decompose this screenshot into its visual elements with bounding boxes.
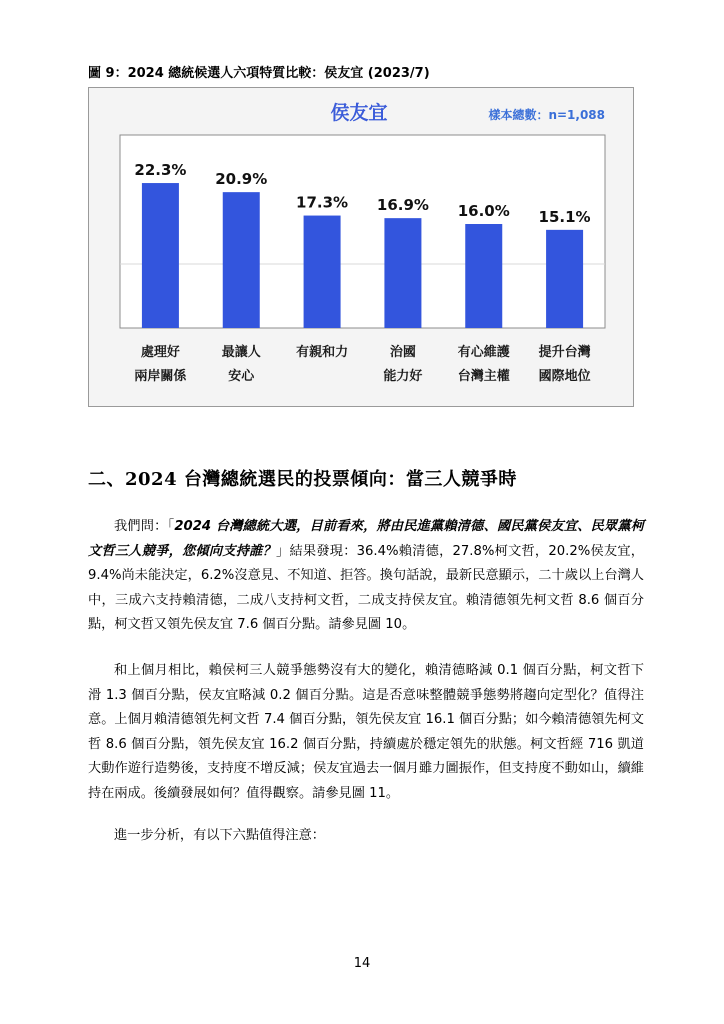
paragraph-1-intro: 我們問：「 [114,519,175,534]
bar-chart [88,87,634,407]
page-number: 14 [353,956,371,971]
paragraph-2: 和上個月相比，賴侯柯三人競爭態勢沒有大的變化，賴清德略減 0.1 個百分點，柯文哲下滑 1.3 個百分點，侯友宜略減 0.2 個百分點。這是否意味整體競爭態勢將趨向定型化？值得注意。上個月賴清德領先柯文哲 7.4 個百分點，領先侯友宜 16.1 個百分點；如今賴清德領先柯文哲 8.6 個百分點，領先侯友宜 16.2 個百分點，持續處於穩定領先的狀態。柯文哲經 716 凱道大動作遊行造勢後，支持度不增反減；侯友宜過去一個月雖力圖振作，但支持度不動如山，續維持在兩成。後續發展如何？值得觀察。請參見圖 11。 [88,663,644,801]
category-label: 提升台灣 國際地位 [538,345,591,384]
figure-caption: 圖 9：2024 總統候選人六項特質比較：侯友宜 (2023/7) [88,66,430,81]
paragraph-1-rest: 」結果發現：36.4%賴清德，27.8%柯文哲，20.2%侯友宜，9.4%尚未能決定，6.2%沒意見、不知道、拒答。換句話說，最新民意顯示，二十歲以上台灣人中，三成六支持賴清德，二成八支持柯文哲，二成支持侯友宜。賴清德領先柯文哲 8.6 個百分點，柯文哲又領先侯友宜 7.6 個百分點。請參見圖 10。 [88,543,644,633]
survey-question: 2024 台灣總統大選，目前看來，將由民進黨賴清德、國民黨侯友宜、民眾黨柯文哲三人競爭，您傾向支持誰？ [88,519,645,559]
paragraph-3: 進一步分析，有以下六點值得注意： [114,828,325,843]
section-heading: 二、2024 台灣總統選民的投票傾向：當三人競爭時 [88,469,517,490]
paragraph-1 [88,515,644,638]
bar [142,183,179,328]
bar-value-label: 16.9% [376,196,429,215]
sample-size-note: 樣本總數：n=1,088 [488,108,605,122]
bar-value-label: 15.1% [538,207,591,226]
category-label: 最讓人 安心 [221,345,261,384]
category-label: 治國 能力好 [383,345,423,384]
bar [384,218,421,328]
category-label: 處理好 兩岸關係 [134,345,187,384]
bar [223,192,260,328]
bar [304,216,341,328]
bar [546,230,583,328]
bar-value-label: 17.3% [296,193,349,212]
category-label: 有心維護 台灣主權 [457,345,510,384]
category-label: 有親和力 [296,345,349,360]
plot-area [120,135,605,328]
bar-value-label: 22.3% [134,161,187,180]
bar-value-label: 16.0% [457,202,510,220]
chart-title: 侯友宜 [330,102,388,124]
bar [465,224,502,328]
bar-value-label: 20.9% [215,170,268,189]
